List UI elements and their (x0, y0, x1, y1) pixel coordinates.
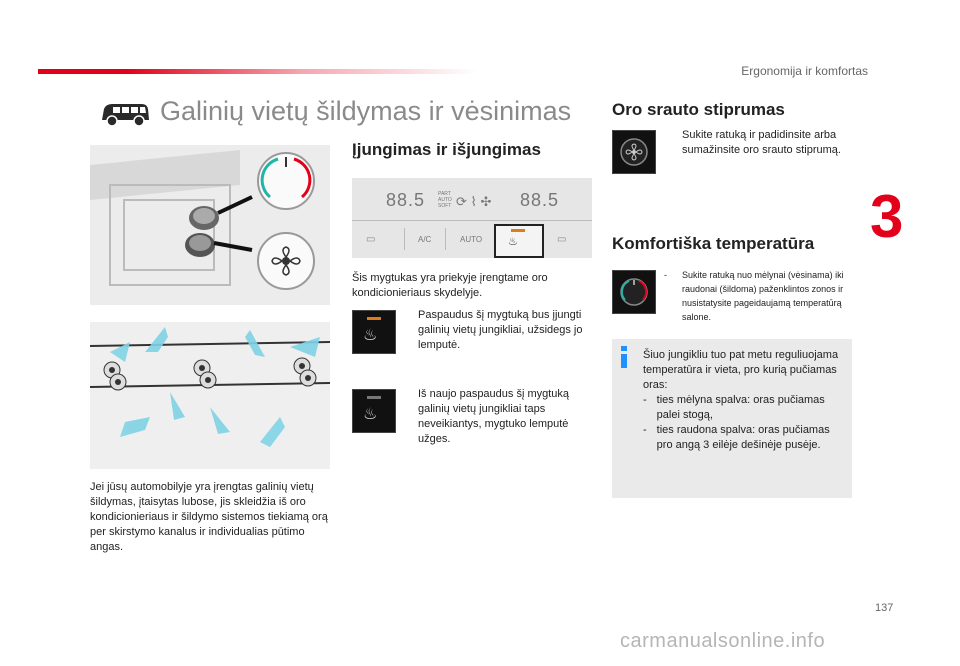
temperature-dial (258, 153, 314, 209)
dash-marker: - (643, 394, 647, 406)
front-ac-panel-illustration (352, 178, 592, 258)
airflow-text: Sukite ratuką ir padidinsite arba sumažinsite oro srauto stiprumą. (682, 129, 841, 156)
bullet-marker (664, 128, 674, 158)
van-icon (98, 100, 150, 128)
info-item-blue-text: ties mėlyna spalva: oras pučiamas palei stogą, (656, 394, 825, 421)
fan-icon (613, 131, 655, 173)
button-on-thumbnail (352, 310, 396, 354)
auto-button[interactable]: AUTO (460, 235, 483, 244)
header-accent-bar (38, 69, 478, 74)
switch-heading: Įjungimas ir išjungimas (352, 140, 541, 159)
page-title: Galinių vietų šildymas ir vėsinimas (160, 96, 572, 126)
bullet-marker (400, 387, 410, 447)
ceiling-vents-illustration (90, 322, 330, 469)
upper-knob (189, 206, 219, 230)
panel-mode-icons: ⟳ ⌇ ✣ (456, 194, 492, 209)
airflow-item (664, 128, 854, 158)
switch-item-off-text: Iš naujo paspaudus šį mygtuką galinių vietų jungikliai taps neveikiantys, mygtuko lemputė užges. (418, 388, 570, 445)
watermark: carmanualsonline.info (620, 630, 826, 652)
info-item-red (643, 423, 848, 453)
info-icon (618, 346, 630, 368)
comfort-heading: Komfortiška temperatūra (612, 234, 815, 253)
switch-description: Šis mygtukas yra priekyje įrengtame oro kondicionieriaus skydelyje. (352, 272, 548, 299)
ac-button[interactable]: A/C (418, 235, 432, 244)
info-intro: Šiuo jungikliu tuo pat metu reguliuojama temperatūra ir vieta, pro kurią pučiamas oras: (643, 349, 839, 391)
rear-defrost-icon[interactable]: ▭ (557, 234, 567, 245)
temperature-dial-icon (613, 271, 655, 313)
button-off-thumbnail (352, 389, 396, 433)
info-item-red-text: ties raudona spalva: oras pučiamas pro angą 3 eilėje dešinėje pusėje. (656, 424, 830, 451)
page-number: 137 (875, 602, 894, 614)
mode-labels (438, 191, 452, 209)
front-defrost-icon[interactable]: ▭ (366, 234, 376, 245)
rear-climate-button[interactable] (494, 224, 544, 258)
lower-knob (185, 233, 215, 257)
section-title: Ergonomija ir komfortas (741, 64, 868, 78)
temperature-knob-thumbnail (612, 270, 656, 314)
chapter-number: 3 (870, 183, 904, 250)
bullet-marker (400, 308, 410, 353)
airflow-heading: Oro srauto stiprumas (612, 100, 785, 119)
rear-seat-fan-icon: ♨ (363, 406, 378, 423)
mode-label-part: PART (438, 191, 451, 197)
switch-item-on (400, 308, 595, 353)
rear-controls-illustration (90, 145, 330, 305)
mode-label-auto: AUTO (438, 197, 452, 203)
comfort-item (664, 268, 854, 324)
right-temp-display: 88.5 (520, 190, 560, 210)
fan-knob-thumbnail (612, 130, 656, 174)
rear-seat-fan-icon: ♨ (508, 236, 518, 248)
left-temp-display: 88.5 (386, 190, 426, 210)
rear-seat-fan-icon: ♨ (363, 327, 378, 344)
dash-marker: - (664, 270, 667, 280)
mode-label-soft: SOFT (438, 203, 452, 209)
info-text (643, 348, 848, 453)
switch-item-on-text: Paspaudus šį mygtuką bus įjungti galinių vietų jungikliai, užsidegs jo lemputė. (418, 309, 583, 351)
fan-dial (258, 233, 314, 289)
switch-item-off (400, 387, 595, 447)
info-item-blue (643, 393, 848, 423)
intro-paragraph: Jei jūsų automobilyje yra įrengtas galinių vietų šildymas, įtaisytas lubose, jis skleidžia iš oro kondicionieriaus ir šildymo sistemos tiekiamą orą per skirstymo kanalus ir individualias pūtimo angas. (90, 481, 328, 553)
comfort-text: Sukite ratuką nuo mėlynai (vėsinama) iki raudonai (šildoma) paženklintos zonos ir nusistatysite pageidaujamą temperatūrą salone. (682, 270, 844, 322)
dash-marker: - (643, 424, 647, 436)
